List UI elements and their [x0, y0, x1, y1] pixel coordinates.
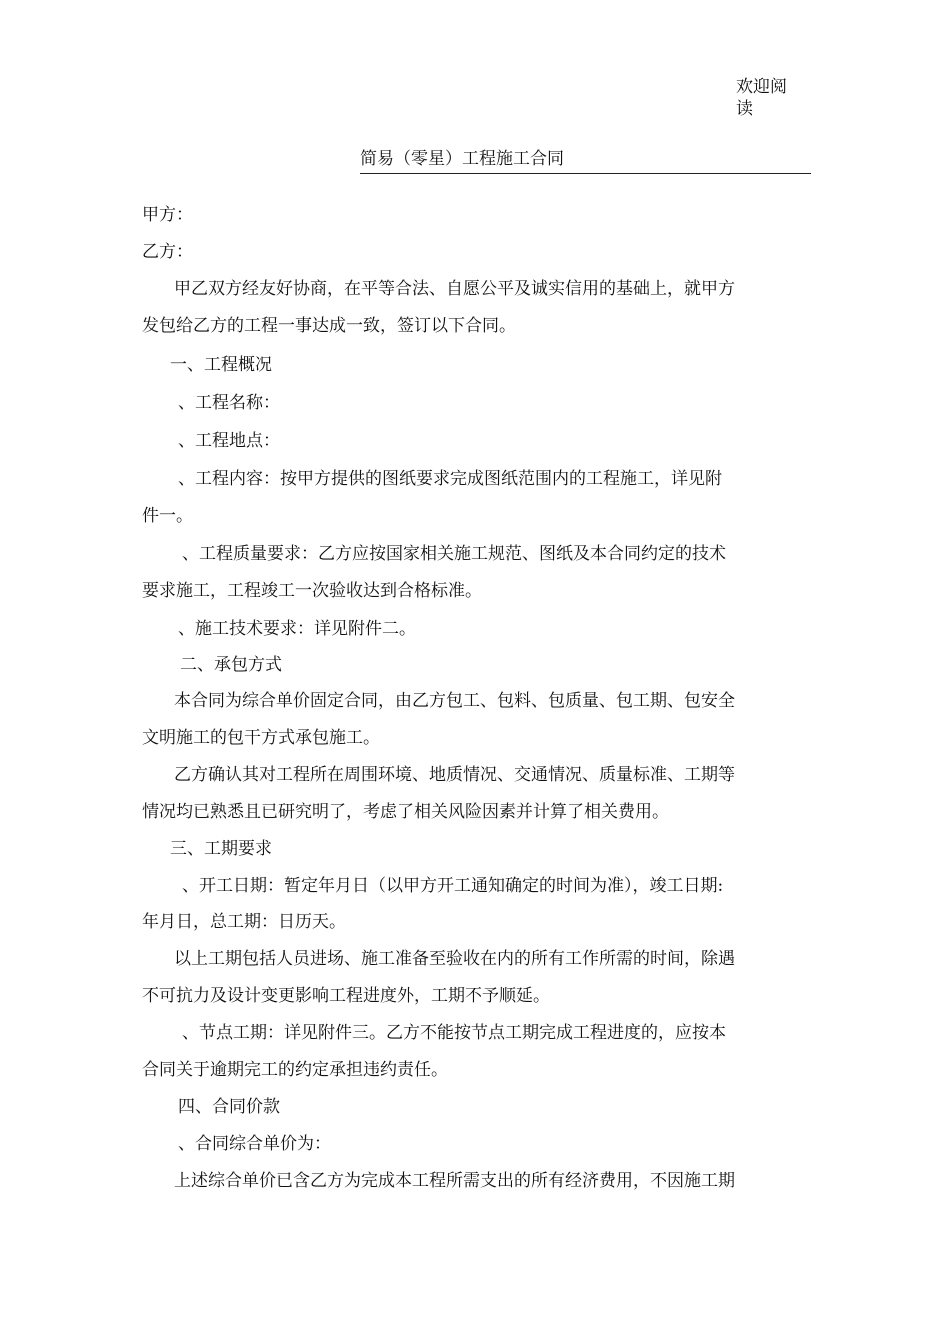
section2-heading: 二、承包方式	[180, 655, 282, 675]
section1-tech-requirements: 、施工技术要求：详见附件二。	[178, 619, 416, 639]
section4-heading: 四、合同价款	[178, 1097, 280, 1117]
section3-p-line-1: 以上工期包括人员进场、施工准备至验收在内的所有工作所需的时间，除遇	[174, 949, 735, 969]
section1-content-line-2: 件一。	[142, 506, 193, 526]
section3-p-line-2: 不可抗力及设计变更影响工程进度外，工期不予顺延。	[142, 986, 550, 1006]
section3-node-line-1: 、节点工期：详见附件三。乙方不能按节点工期完成工程进度的，应按本	[182, 1023, 726, 1043]
section3-node-line-2: 合同关于逾期完工的约定承担违约责任。	[142, 1060, 448, 1080]
section1-project-location: 、工程地点：	[178, 431, 280, 451]
section1-project-name: 、工程名称：	[178, 393, 280, 413]
section4-unit-price: 、合同综合单价为：	[178, 1134, 331, 1154]
party-a-label: 甲方：	[142, 205, 193, 225]
section3-start-line-1: 、开工日期：暂定年月日（以甲方开工通知确定的时间为准），竣工日期:	[182, 876, 724, 896]
intro-line-1: 甲乙双方经友好协商，在平等合法、自愿公平及诚实信用的基础上，就甲方	[174, 279, 735, 299]
header-note: 欢迎阅读	[736, 77, 787, 119]
section1-content-line-1: 、工程内容：按甲方提供的图纸要求完成图纸范围内的工程施工，详见附	[178, 469, 722, 489]
section3-start-line-2: 年月日，总工期：日历天。	[142, 912, 346, 932]
intro-line-2: 发包给乙方的工程一事达成一致，签订以下合同。	[142, 316, 516, 336]
section2-p1-line-1: 本合同为综合单价固定合同，由乙方包工、包料、包质量、包工期、包安全	[174, 691, 735, 711]
section2-p2-line-2: 情况均已熟悉且已研究明了，考虑了相关风险因素并计算了相关费用。	[142, 802, 669, 822]
party-b-label: 乙方：	[142, 242, 193, 262]
section1-quality-line-2: 要求施工，工程竣工一次验收达到合格标准。	[142, 581, 482, 601]
section1-heading: 一、工程概况	[170, 355, 272, 375]
section3-heading: 三、工期要求	[170, 839, 272, 859]
title-underline	[360, 173, 811, 174]
document-title: 简易（零星）工程施工合同	[360, 149, 564, 169]
section2-p2-line-1: 乙方确认其对工程所在周围环境、地质情况、交通情况、质量标准、工期等	[174, 765, 735, 785]
section2-p1-line-2: 文明施工的包干方式承包施工。	[142, 728, 380, 748]
section1-quality-line-1: 、工程质量要求：乙方应按国家相关施工规范、图纸及本合同约定的技术	[182, 544, 726, 564]
section4-p-line-1: 上述综合单价已含乙方为完成本工程所需支出的所有经济费用，不因施工期	[174, 1171, 735, 1191]
